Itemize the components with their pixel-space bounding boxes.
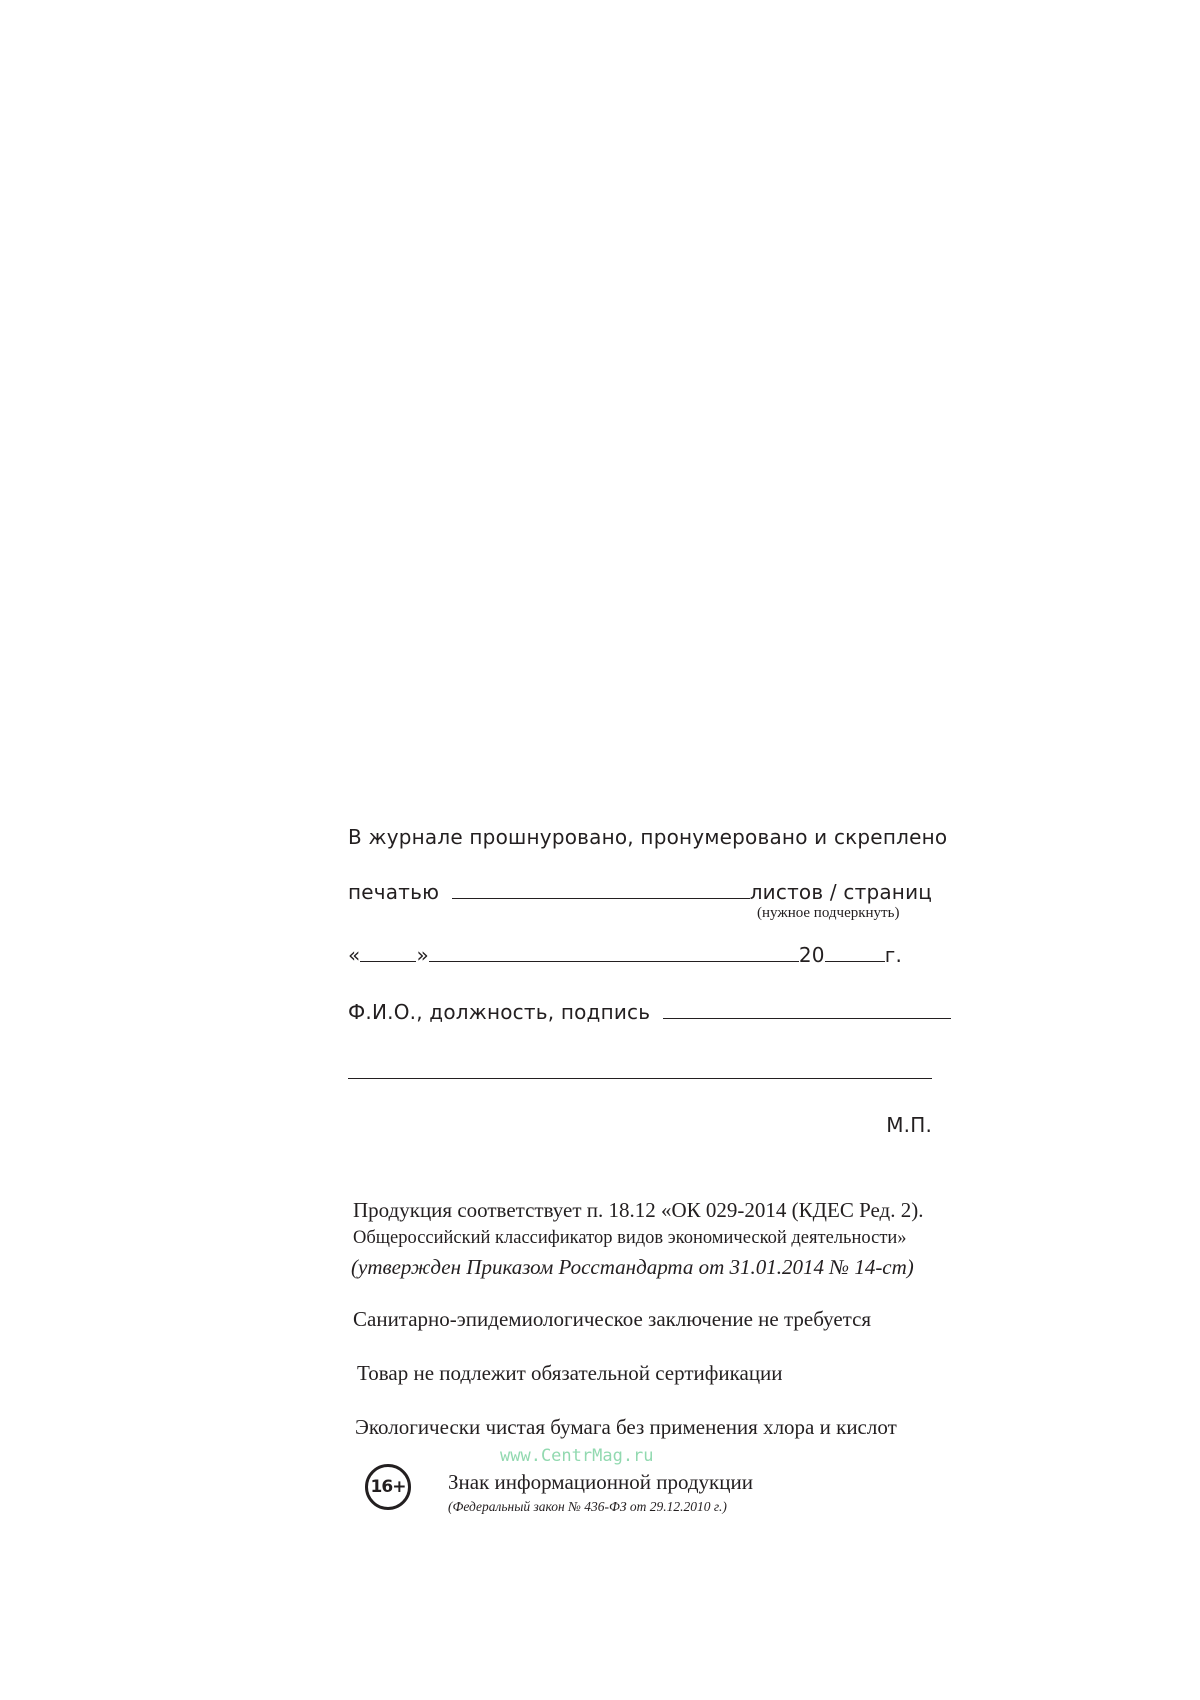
sheets-pages-label: листов / страниц [749, 880, 933, 904]
age-mark-law: (Федеральный закон № 436-ФЗ от 29.12.2010 г.) [448, 1499, 727, 1514]
conformity-line-3: (утвержден Приказом Росстандарта от 31.01.2014 № 14-ст) [351, 1255, 914, 1279]
year-suffix: г. [884, 943, 902, 967]
underline-hint: (нужное подчеркнуть) [757, 905, 900, 921]
date-row [348, 943, 902, 967]
close-quote: » [416, 943, 429, 967]
sheet-count-row [348, 880, 932, 904]
seal-label: печатью [348, 880, 440, 904]
year-prefix: 20 [798, 943, 825, 967]
year-field[interactable] [825, 943, 885, 962]
age-mark-label: Знак информационной продукции [448, 1470, 753, 1494]
sheet-count-field[interactable] [452, 880, 750, 899]
month-field[interactable] [429, 943, 799, 962]
binding-statement [348, 825, 947, 849]
watermark: www.CentrMag.ru [500, 1446, 654, 1466]
age-rating-badge-icon [365, 1464, 411, 1510]
open-quote: « [348, 943, 361, 967]
day-field[interactable] [360, 943, 416, 962]
conformity-line-1: Продукция соответствует п. 18.12 «ОК 029-2014 (КДЕС Ред. 2). [353, 1198, 924, 1222]
stamp-place-label: М.П. [886, 1113, 932, 1137]
signature-continuation-line[interactable] [348, 1078, 932, 1079]
conformity-line-2: Общероссийский классификатор видов экономической деятельности» [353, 1228, 907, 1248]
signature-field[interactable] [663, 1000, 951, 1019]
binding-statement-text: В журнале прошнуровано, пронумеровано и скреплено [348, 825, 948, 849]
age-rating-value: 16+ [370, 1477, 406, 1497]
eco-note: Экологически чистая бумага без применения хлора и кислот [355, 1415, 897, 1439]
signature-label: Ф.И.О., должность, подпись [348, 1000, 651, 1024]
signature-row [348, 1000, 951, 1024]
sanitary-note: Санитарно-эпидемиологическое заключение не требуется [353, 1307, 872, 1331]
certification-note: Товар не подлежит обязательной сертификации [357, 1361, 783, 1385]
